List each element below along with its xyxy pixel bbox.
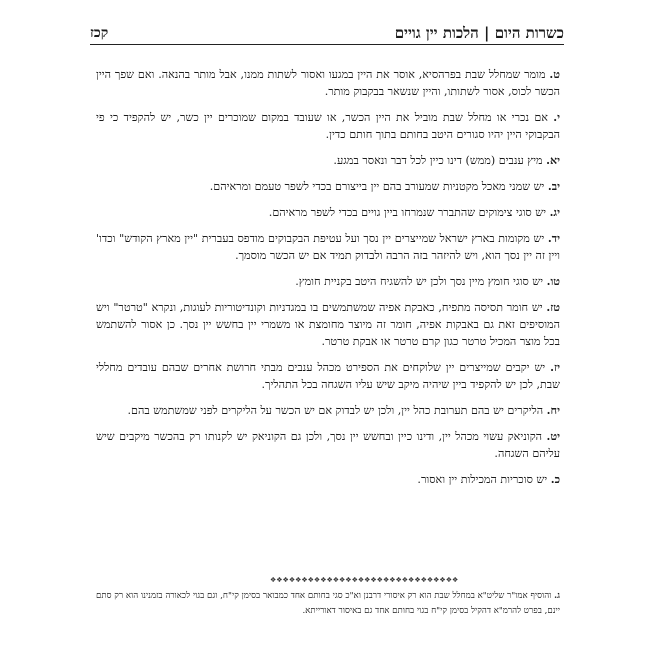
paragraph-number: טו.	[546, 275, 560, 288]
paragraph-number: יח.	[546, 404, 560, 417]
paragraph-number: ט.	[549, 68, 560, 81]
paragraph-14	[96, 230, 560, 264]
paragraph-17	[96, 359, 560, 393]
paragraph-number: יג.	[549, 206, 560, 219]
paragraph-number: יא.	[546, 154, 560, 167]
paragraph-text: יש חומר תסיסה מתפיח, כאבקת אפיה שמשתמשים בו במגדניות וקונדיטוריות לעוגות, ונקרא "טרטר" ויש המוסיפים זאת גם באבקות אפיה, חומר זה מיוצר מחומצת או משמרי יין בחשש יין נסך. כן אסור להשתמש בכל מוצר המכיל טרטר כגון קרם טרטר או אבקת טרטר.	[96, 301, 560, 348]
header-title: כשרות היום | הלכות יין גויים	[394, 23, 564, 42]
paragraph-15	[96, 273, 560, 290]
paragraph-19	[96, 428, 560, 462]
paragraph-text: יש סוכריות המכילות יין ואסור.	[417, 473, 551, 486]
paragraph-number: יט.	[546, 430, 560, 443]
paragraph-number: כ.	[550, 473, 560, 486]
paragraph-number: יז.	[550, 361, 560, 374]
footnote-separator: ❖❖❖❖❖❖❖❖❖❖❖❖❖❖❖❖❖❖❖❖❖❖❖❖❖❖❖❖❖❖	[270, 576, 459, 584]
footnote-number: ג.	[554, 591, 560, 601]
paragraph-number: טז.	[546, 301, 560, 314]
paragraph-number: יב.	[547, 180, 560, 193]
paragraph-16	[96, 299, 560, 350]
paragraph-9	[96, 66, 560, 100]
footnote-text: והוסיף אמו"ר שליט"א במחלל שבת הוא רק איסורי דרבנן וא"כ סגי בחותם אחד כמבואר בסימן קי"ח, וגם בגוי לכאורה בזמנינו הוא רק סתם יינם, בפרט להרמ"א דהקיל בסימן קי"ח בגוי בחותם אחד גם באיסור דאורייתא.	[96, 591, 560, 616]
paragraph-text: יש סוגי חומץ מיין נסך ולכן יש להשגיח היטב בקניית חומץ.	[295, 275, 547, 288]
paragraph-20	[96, 471, 560, 488]
header-rule	[90, 44, 564, 45]
paragraph-text: יש יקבים שמייצרים יין שלוקחים את הספירט מכהל ענבים מבתי חרושת אחרים שבהם עובדים מחללי שבת, לכן יש להקפיד ביין שיהיה מיקב שיש עליו השגחה בכל התהליך.	[96, 361, 560, 391]
paragraph-text: יש סוגי צימוקים שהתברר שנמרחו ביין גויים בכדי לשפר מראיהם.	[268, 206, 550, 219]
paragraph-text: יש שמני מאכל מקטניות שמעורב בהם יין בייצורם בכדי לשפר טעמם ומראיהם.	[209, 180, 548, 193]
paragraph-10	[96, 109, 560, 143]
paragraph-text: מומר שמחלל שבת בפרהסיא, אוסר את היין במגעו ואסור לשתות ממנו, אבל מותר בהנאה. ואם שפך היין הכשר לכוס, אסור לשתותו, והיין שנשאר בבקבוק מותר.	[96, 68, 560, 98]
main-text	[96, 66, 560, 495]
paragraph-text: אם נכרי או מחלל שבת מוביל את היין הכשר, או שעובד במקום שמוכרים יין כשר, יש להקפיד כי פי הבקבוקי היין יהיו סגורים היטב בחותם בתוך חותם כדין.	[96, 111, 560, 141]
page-number: קכז	[90, 24, 109, 41]
paragraph-12	[96, 178, 560, 195]
running-header	[90, 22, 564, 44]
paragraph-number: יד.	[547, 232, 560, 245]
footnote	[96, 589, 560, 619]
paragraph-text: מיץ ענבים (ממש) דינו כיין לכל דבר ונאסר במגע.	[333, 154, 547, 167]
paragraph-11	[96, 152, 560, 169]
paragraph-text: הקוניאק עשוי מכהל יין, ודינו כיין ובחשש יין נסך, ולכן גם הקוניאק יש לקנותו רק בהכשר מיקבים שיש עליהם השגחה.	[96, 430, 560, 460]
paragraph-13	[96, 204, 560, 221]
paragraph-text: יש מקומות בארץ ישראל שמייצרים יין נסך ועל עטיפת הבקבוקים מודפס בעברית "יין מארץ הקודש" וכדו' ויין זה יין נסך הוא, ויש להיזהר בזה הרבה ולבדוק תמיד אם יש הכשר מוסמך.	[96, 232, 560, 262]
paragraph-18	[96, 402, 560, 419]
paragraph-number: י.	[553, 111, 560, 124]
paragraph-text: הליקרים יש בהם תערובת כהל יין, ולכן יש לבדוק אם יש הכשר על הליקרים לפני שמשתמש בהם.	[127, 404, 547, 417]
